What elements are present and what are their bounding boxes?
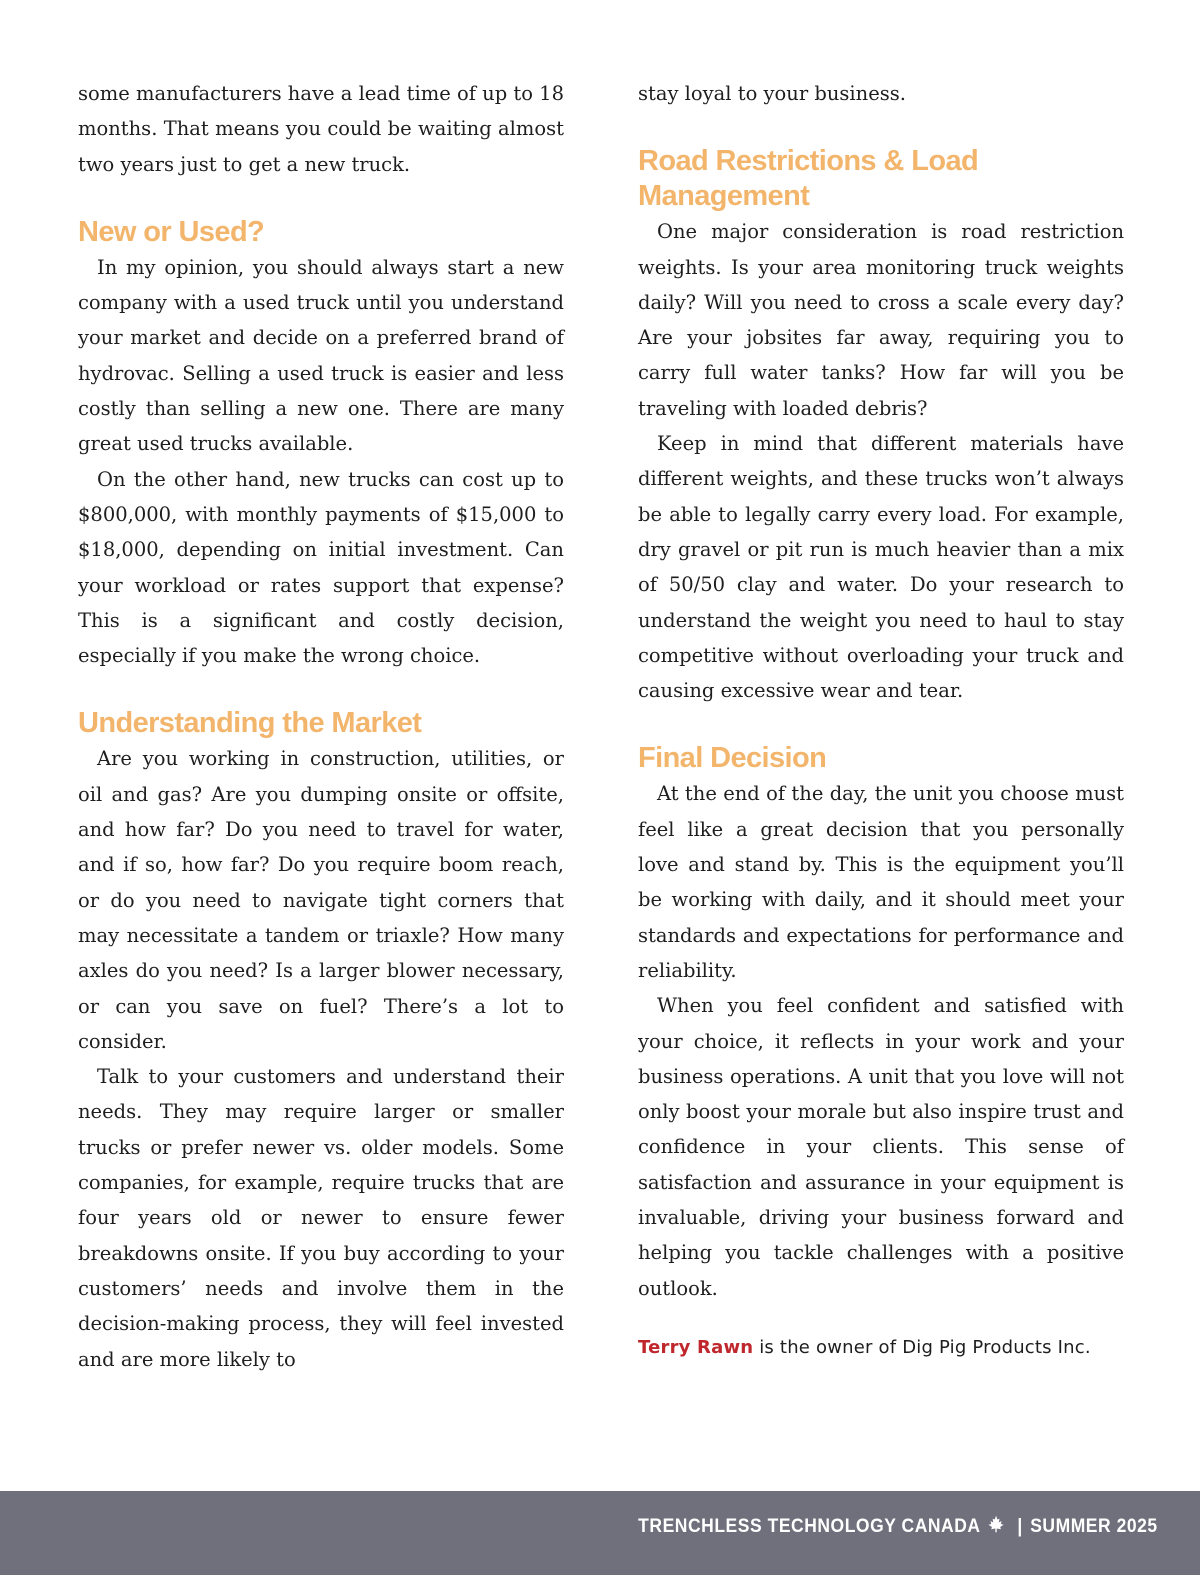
heading-final-decision: Final Decision: [638, 742, 827, 775]
heading-understanding-market: Understanding the Market: [78, 707, 422, 740]
footer-text: [638, 1515, 1158, 1539]
left-column: [78, 76, 564, 1377]
road-paragraph-1: One major consideration is road restriction weights. Is your area monitoring truck weights daily? Will you need to cross a scale every day? Are your jobsites far away, requiring you to carry full water tanks? How far will you be traveling with loaded debris?: [638, 220, 1124, 420]
road-paragraph-2: Keep in mind that different materials have different weights, and these trucks won’t always be able to legally carry every load. For example, dry gravel or pit run is much heavier than a mix of 50/50 clay and water. Do your research to understand the weight you need to haul to stay competitive without overloading your truck and causing excessive wear and tear.: [638, 432, 1124, 703]
issue-label: SUMMER 2025: [1030, 1516, 1158, 1537]
final-paragraph-2: When you feel confident and satisfied with your choice, it reflects in your work and your business operations. A unit that you love will not only boost your morale but also inspire trust and confidence in your clients. This sense of satisfaction and assurance in your equipment is invaluable, driving your business forward and helping you tackle challenges with a positive outlook.: [638, 994, 1124, 1300]
market-paragraph-1: Are you working in construction, utilities, or oil and gas? Are you dumping onsite or offsite, and how far? Do you need to travel for water, and if so, how far? Do you require boom reach, or do you need to navigate tight corners that may necessitate a tandem or triaxle? How many axles do you need? Is a larger blower necessary, or can you save on fuel? There’s a lot to consider.: [78, 747, 564, 1053]
publication-name: TRENCHLESS TECHNOLOGY CANADA: [638, 1516, 981, 1537]
page-footer: [0, 1491, 1200, 1575]
author-description: is the owner of Dig Pig Products Inc.: [753, 1336, 1091, 1358]
author-byline: [638, 1336, 1124, 1360]
right-column: [638, 76, 1124, 1360]
new-or-used-paragraph-1: In my opinion, you should always start a new company with a used truck until you understand your market and decide on a preferred brand of hydrovac. Selling a used truck is easier and less costly than selling a new one. There are many great used trucks available.: [78, 255, 564, 456]
market-paragraph-2: Talk to your customers and understand their needs. They may require larger or smaller trucks or prefer newer vs. older models. Some companies, for example, require trucks that are four years old or newer to ensure fewer breakdowns onsite. If you buy according to your customers’ needs and involve them in the decision-making process, they will feel invested and are more likely to: [78, 1065, 564, 1371]
continued-paragraph: stay loyal to your business.: [638, 82, 906, 105]
heading-new-or-used: New or Used?: [78, 215, 265, 248]
maple-leaf-icon: [988, 1515, 1005, 1539]
heading-road-restrictions: Road Restrictions & Load Management: [638, 145, 979, 213]
author-name: Terry Rawn: [638, 1336, 754, 1358]
new-or-used-paragraph-2: On the other hand, new trucks can cost up to $800,000, with monthly payments of $15,000 to $18,000, depending on initial investment. Can your workload or rates support that expense? This is a significant and costly decision, especially if you make the wrong choice.: [78, 467, 564, 668]
intro-paragraph: some manufacturers have a lead time of up to 18 months. That means you could be waiting almost two years just to get a new truck.: [78, 82, 564, 176]
final-paragraph-1: At the end of the day, the unit you choose must feel like a great decision that you personally love and stand by. This is the equipment you’ll be working with daily, and it should meet your standards and expectations for performance and reliability.: [638, 782, 1124, 982]
footer-separator: |: [1017, 1516, 1024, 1537]
